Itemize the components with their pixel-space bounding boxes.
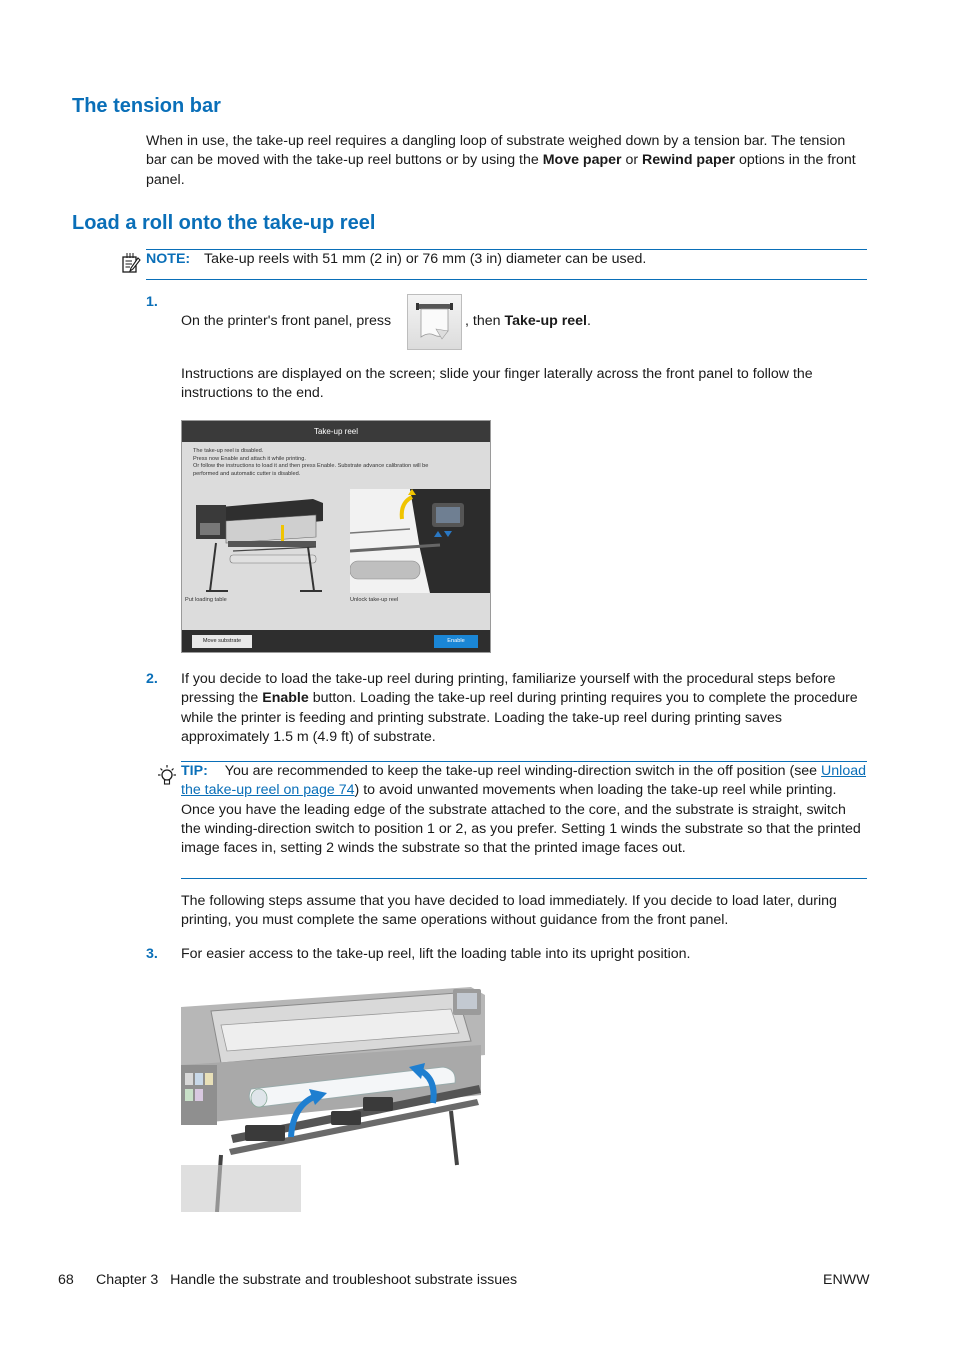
step-1-instructions: Instructions are displayed on the screen; slide your finger laterally across the front panel to follow the instructions to the end.: [181, 366, 813, 402]
step-2-text-1: If you decide to load the take-up reel during printing, familiarize yourself with the procedural steps before pressing the: [181, 671, 836, 707]
move-paper-label: Move paper: [542, 152, 622, 169]
caption-right: Unlock take-up reel: [350, 597, 399, 603]
step-1-number: 1.: [146, 294, 158, 310]
note-bottom-rule: [146, 279, 867, 280]
front-panel-screenshot: [181, 420, 491, 653]
tip-text-2: ) to avoid unwanted movements when loading the take-up reel while printing. Once you have the leading edge of the substrate attached to the core, and the substrate is straight, switch the winding-direction switch to position 1 or 2, as you prefer. Setting 1 winds the substrate so that the printed image faces in, setting 2 winds the substrate so that the printed image faces out.: [181, 782, 861, 857]
move-substrate-button[interactable]: Move substrate: [192, 635, 252, 648]
note-text: Take-up reels with 51 mm (2 in) or 76 mm (3 in) diameter can be used.: [204, 251, 647, 267]
footer-page-number: 68: [58, 1272, 74, 1288]
note-icon: [121, 252, 141, 274]
take-up-reel-icon: [407, 294, 462, 350]
step-3-text: For easier access to the take-up reel, lift the loading table into its upright position.: [181, 946, 691, 962]
printer-illustration-right: [350, 489, 490, 593]
screen-message: [193, 448, 483, 478]
footer-enww: ENWW: [823, 1272, 870, 1288]
lightbulb-icon: [156, 764, 178, 788]
take-up-reel-label: Take-up reel: [504, 313, 587, 329]
step-2-text: [181, 670, 867, 747]
screen-line-2: Press now Enable and attach it while printing.: [193, 455, 306, 462]
enable-label: Enable: [262, 690, 309, 707]
step-2-text-2: button. Loading the take-up reel during printing requires you to complete the procedure while the printer is feeding and printing substrate. Loading the take-up reel during printing saves approximately 1.5 m (4.9 ft) of substrate.: [181, 690, 858, 745]
enable-button[interactable]: Enable: [434, 635, 478, 648]
or-text: or: [621, 152, 643, 169]
note-label: NOTE:: [146, 251, 191, 267]
screen-line-4: performed and automatic cutter is disabled.: [193, 470, 301, 477]
section-title-tension-bar: The tension bar: [72, 95, 221, 117]
step-1-text-before: On the printer's front panel, press: [181, 313, 392, 329]
tension-text-1: When in use, the take-up reel requires a dangling loop of substrate weighed down by a tension bar. The tension bar can be moved with the take-up reel buttons or by using the: [146, 133, 846, 169]
tension-bar-paragraph: [146, 132, 868, 190]
footer-chapter: Chapter 3 Handle the substrate and troubleshoot substrate issues: [96, 1272, 518, 1288]
step-3-number: 3.: [146, 946, 158, 962]
following-steps-paragraph: The following steps assume that you have decided to load immediately. If you decide to load later, during printing, you must complete the same operations without guidance from the front panel.: [181, 893, 837, 929]
tip-text-1: You are recommended to keep the take-up reel winding-direction switch in the off position (see: [224, 763, 822, 779]
screen-line-3: Or follow the instructions to load it and then press Enable. Substrate advance calibration will be: [193, 463, 429, 469]
tension-text-2: options in the front panel.: [146, 152, 856, 188]
tip-label: TIP:: [181, 763, 208, 779]
step-1-text-after: [465, 312, 591, 331]
caption-left: Put loading table: [185, 597, 227, 603]
tip-bottom-rule: [181, 878, 867, 879]
printer-illustration-left: [188, 491, 328, 596]
screen-line-1: The take-up reel is disabled.: [193, 448, 264, 454]
screen-title-bar: Take-up reel: [182, 421, 490, 442]
section-title-load-roll: Load a roll onto the take-up reel: [72, 212, 376, 234]
step-2-number: 2.: [146, 671, 158, 687]
unload-take-up-reel-link[interactable]: Unload the take-up reel on page 74: [181, 763, 866, 799]
rewind-paper-label: Rewind paper: [642, 152, 736, 169]
step-1-then: , then: [465, 313, 505, 329]
tip-text: [181, 762, 867, 858]
step-1-period: .: [586, 313, 591, 329]
printer-loading-table-illustration: [181, 985, 487, 1212]
